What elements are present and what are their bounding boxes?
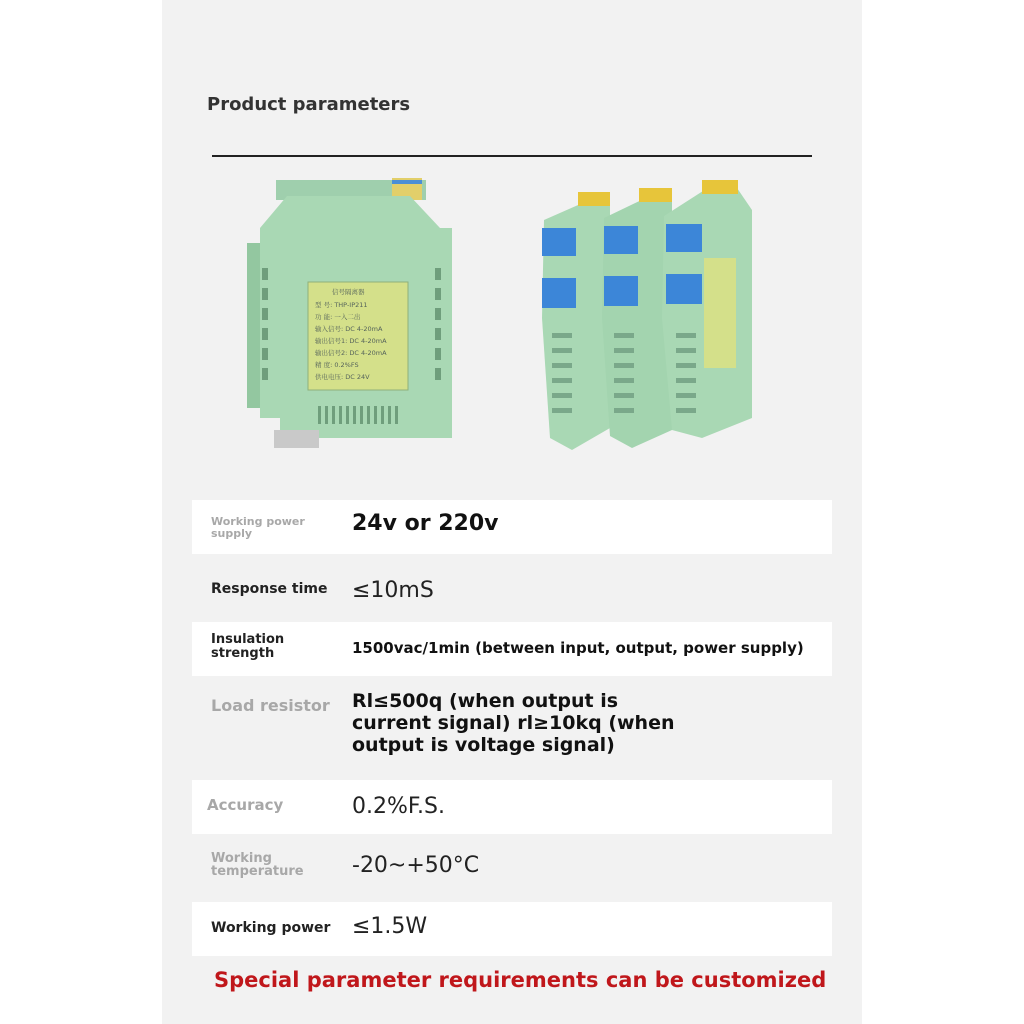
param-value: 1500vac/1min (between input, output, power supply): [352, 639, 804, 657]
param-row-response-time: [192, 560, 832, 618]
param-label: Load resistor: [211, 696, 330, 715]
param-value: 0.2%F.S.: [352, 794, 445, 819]
param-value: ≤10mS: [352, 578, 434, 603]
param-label: Accuracy: [207, 796, 284, 814]
param-label: Working power supply: [211, 515, 305, 540]
param-row-temperature: [192, 840, 832, 898]
param-row-power-supply: [192, 500, 832, 554]
page-title: Product parameters: [207, 94, 411, 115]
param-value: Rl≤500q (when output is current signal) rl≥10kq (when output is voltage signal): [352, 690, 675, 756]
label-input: 输入信号: DC 4-20mA: [315, 325, 383, 333]
param-label: Insulation strength: [211, 632, 285, 661]
label-output2: 输出信号2: DC 4-20mA: [315, 349, 387, 357]
module-side-views: [542, 180, 752, 450]
param-value: -20~+50°C: [352, 853, 480, 878]
product-sheet: [162, 0, 862, 1024]
label-function: 功 能: 一入二出: [315, 313, 361, 321]
title-divider: [212, 155, 812, 157]
label-output1: 输出信号1: DC 4-20mA: [315, 337, 387, 345]
param-label: Response time: [211, 581, 328, 597]
param-row-working-power: [192, 902, 832, 956]
param-row-accuracy: [192, 780, 832, 834]
customization-note: Special parameter requirements can be customized: [214, 968, 827, 992]
label-accuracy: 精 度: 0.2%FS: [315, 361, 359, 369]
label-title: 信号隔离器: [332, 288, 365, 296]
label-model: 型 号: THP-IP211: [315, 301, 368, 309]
param-row-insulation: [192, 622, 832, 676]
module-front-view: [247, 178, 452, 448]
param-value: 24v or 220v: [352, 511, 499, 536]
param-label: Working temperature: [211, 851, 304, 879]
param-row-load-resistor: [192, 680, 832, 776]
label-power: 供电电压: DC 24V: [315, 373, 370, 381]
product-photo: [232, 168, 802, 468]
param-value: ≤1.5W: [352, 914, 428, 939]
param-label: Working power: [211, 920, 331, 936]
